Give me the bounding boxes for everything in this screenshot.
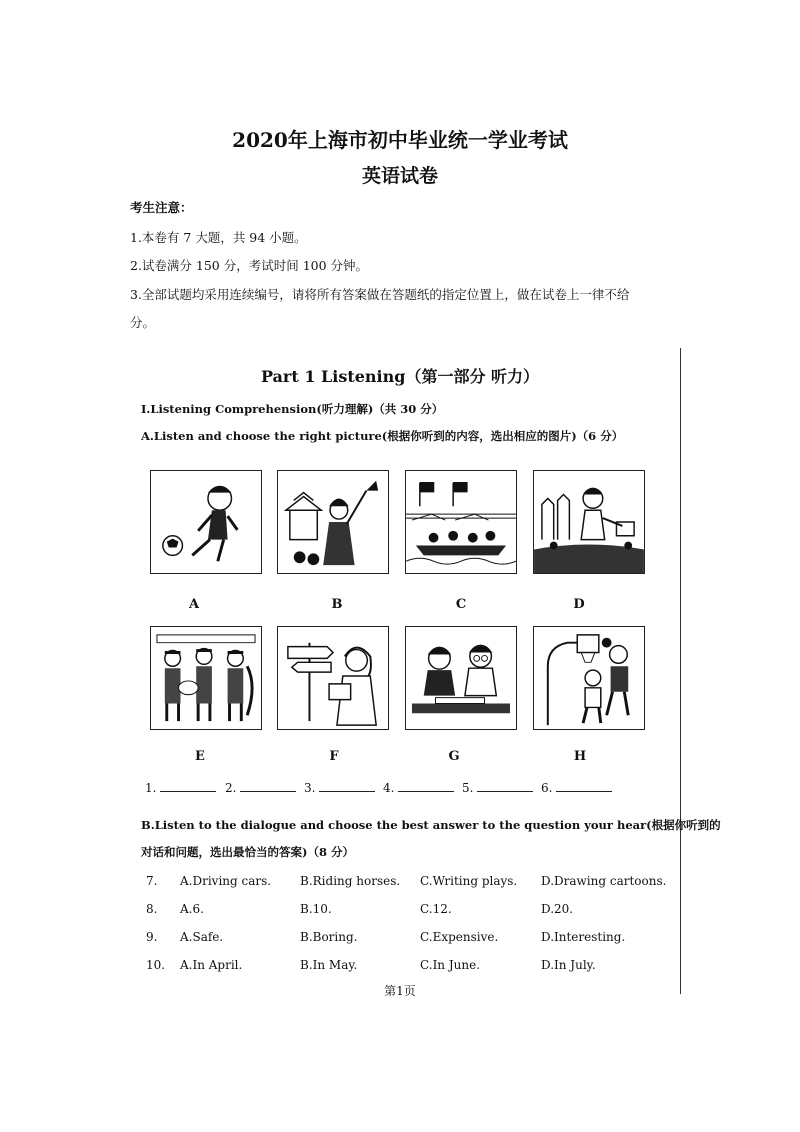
girl-signpost-icon [278,627,388,729]
section-a-instructions: A.Listen and choose the right picture(根据你听到的内容，选出相应的图片)（6 分） [141,429,624,443]
answer-blank-label: 2. [225,781,237,795]
answer-blank-3[interactable] [304,781,375,795]
option-a[interactable]: A.Safe. [180,930,224,944]
picture-b [277,470,389,574]
boy-football-icon [151,471,261,573]
option-a[interactable]: A.6. [180,902,204,916]
picture-letter-b: B [331,597,343,612]
page-number: 第1页 [384,984,416,998]
option-b[interactable]: B.10. [300,902,332,916]
option-d[interactable]: D.20. [541,902,574,916]
option-c[interactable]: C.12. [420,902,452,916]
question-number: 10. [146,958,166,972]
question-number: 8. [146,902,158,916]
answer-blank-6[interactable] [541,781,612,795]
picture-c [405,470,517,574]
option-d[interactable]: D.Drawing cartoons. [541,874,667,888]
answer-blank-4[interactable] [383,781,454,795]
notice-heading: 考生注意： [130,200,193,215]
margin-divider [680,348,681,994]
tour-guide-icon [278,471,388,573]
notice-item-2: 2.试卷满分 150 分，考试时间 100 分钟。 [130,258,369,273]
girl-gardening-icon [534,471,644,573]
students-studying-icon [406,627,516,729]
section-listening-comprehension: I.Listening Comprehension(听力理解)（共 30 分） [141,402,444,416]
picture-letter-c: C [455,597,467,612]
picture-letter-d: D [573,597,585,612]
notice-item-3: 3.全部试题均采用连续编号，请将所有答案做在答题纸的指定位置上，做在试卷上一律不给 [130,287,630,302]
picture-f [277,626,389,730]
answer-blank-label: 3. [304,781,316,795]
picture-letter-e: E [195,749,205,764]
answer-blank-5[interactable] [462,781,533,795]
dragon-boat-icon [406,471,516,573]
exam-subtitle: 英语试卷 [361,165,438,187]
answer-blank-label: 1. [145,781,157,795]
notice-item-3-continued: 分。 [130,315,156,330]
section-b-instructions: B.Listen to the dialogue and choose the best answer to the question your hear(根据你听到的 [141,818,721,832]
answer-blank-2[interactable] [225,781,296,795]
answer-blank-label: 5. [462,781,474,795]
question-number: 9. [146,930,158,944]
answer-blank-label: 4. [383,781,395,795]
picture-a [150,470,262,574]
option-a[interactable]: A.In April. [180,958,243,972]
answer-blank-1[interactable] [145,781,216,795]
picture-e [150,626,262,730]
picture-letter-a: A [188,597,200,612]
picture-g [405,626,517,730]
option-c[interactable]: C.Expensive. [420,930,499,944]
option-a[interactable]: A.Driving cars. [180,874,272,888]
section-b-instructions-continued: 对话和问题，选出最恰当的答案)（8 分） [141,845,354,859]
option-d[interactable]: D.Interesting. [541,930,626,944]
answer-blank-label: 6. [541,781,553,795]
picture-letter-f: F [329,749,339,764]
option-b[interactable]: B.Riding horses. [300,874,401,888]
option-c[interactable]: C.In June. [420,958,481,972]
street-band-icon [151,627,261,729]
part-title: Part 1 Listening（第一部分 听力） [260,367,540,386]
question-number: 7. [146,874,158,888]
option-b[interactable]: B.In May. [300,958,358,972]
exam-title: 2020年上海市初中毕业统一学业考试 [232,128,568,152]
notice-item-1: 1.本卷有 7 大题，共 94 小题。 [130,230,307,245]
picture-d [533,470,645,574]
option-c[interactable]: C.Writing plays. [420,874,518,888]
option-b[interactable]: B.Boring. [300,930,358,944]
picture-letter-h: H [573,749,587,764]
picture-letter-g: G [448,749,460,764]
picture-h [533,626,645,730]
option-d[interactable]: D.In July. [541,958,596,972]
basketball-players-icon [534,627,644,729]
